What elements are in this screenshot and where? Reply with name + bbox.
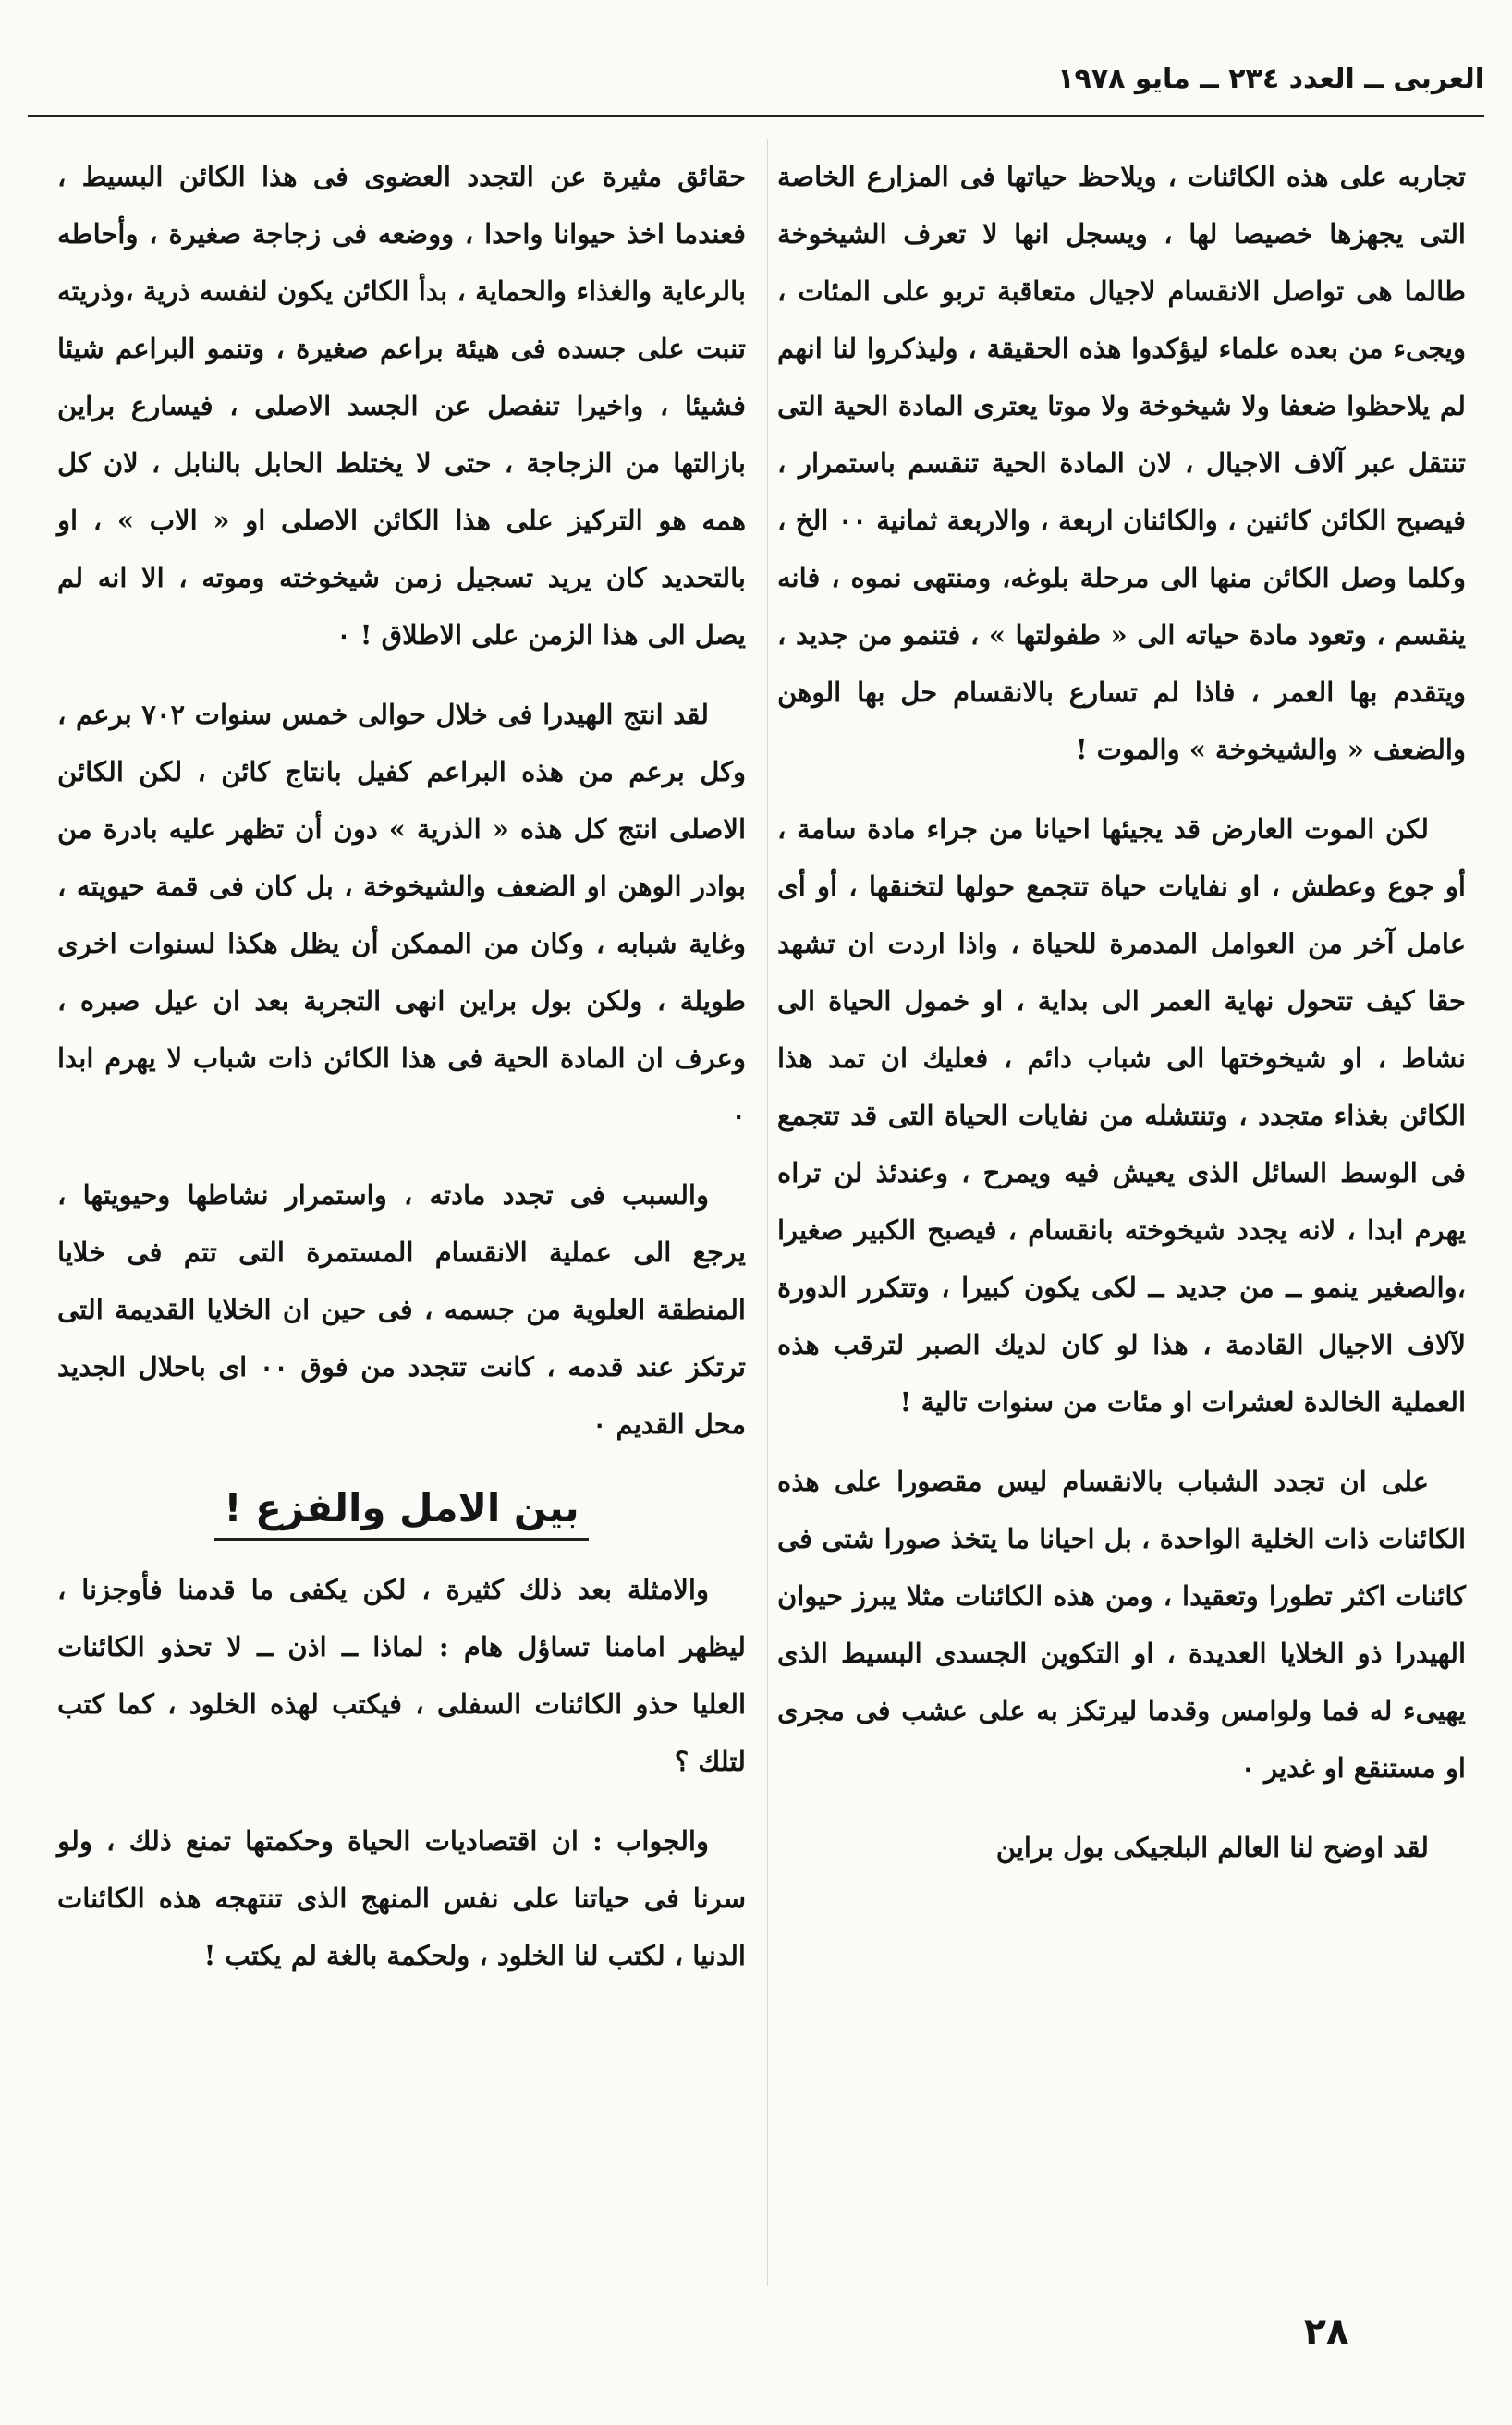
paragraph: لقد اوضح لنا العالم البلجيكى بول براين xyxy=(995,1832,1429,1863)
paragraph: على ان تجدد الشباب بالانقسام ليس مقصورا على هذه الكائنات ذات الخلية الواحدة ، بل احيانا ما يتخذ صورا شتى فى كائنات اكثر تطورا وتعقيدا ، ومن هذه الكائنات مثلا يبرز حيوان الهيدرا ذو الخلايا العديدة ، او التكوين الجسدى البسيط الذى يهيىء له فما ولوامس وقدما ليرتكز به على عشب فى مجرى او مستنقع او غدير ٠ xyxy=(777,1466,1466,1784)
page-number: ٢٨ xyxy=(1303,2310,1349,2353)
section-subheading xyxy=(57,1481,746,1541)
header-rule xyxy=(28,115,1484,117)
subheading-text: بين الامل والفزع ! xyxy=(214,1481,588,1541)
paragraph: تجاربه على هذه الكائنات ، ويلاحظ حياتها فى المزارع الخاصة التى يجهزها خصيصا لها ، ويسجل انها لا تعرف الشيخوخة طالما هى تواصل الانقسام لاجيال متعاقبة تربو على المئات ، ويجىء من بعده علماء ليؤكدوا هذه الحقيقة ، وليذكروا لنا انهم لم يلاحظوا ضعفا ولا شيخوخة ولا موتا يعترى المادة الحية التى تنتقل عبر آلاف الاجيال ، لان المادة الحية تنقسم باستمرار ، فيصبح الكائن كائنين ، والكائنان اربعة ، والاربعة ثمانية ٠٠ الخ ، وكلما وصل الكائن منها الى مرحلة بلوغه، ومنتهى نموه ، فانه ينقسم ، وتعود مادة حياته الى « طفولتها » ، فتنمو من جديد ، ويتقدم بها العمر ، فاذا لم تسارع بالانقسام حل بها الوهن والضعف « والشيخوخة » والموت ! xyxy=(777,161,1466,765)
paragraph: والامثلة بعد ذلك كثيرة ، لكن يكفى ما قدمنا فأوجزنا ، ليظهر امامنا تساؤل هام : لماذا ــ اذن ــ لا تحذو الكائنات العليا حذو الكائنات السفلى ، فيكتب لهذه الخلود ، كما كتب لتلك ؟ xyxy=(57,1574,746,1777)
paragraph: لقد انتج الهيدرا فى خلال حوالى خمس سنوات ٧٠٢ برعم ، وكل برعم من هذه البراعم كفيل بانتاج كائن ، لكن الكائن الاصلى انتج كل هذه « الذرية » دون أن تظهر عليه بادرة من بوادر الوهن او الضعف والشيخوخة ، بل كان فى قمة حيويته ، وغاية شبابه ، وكان من الممكن أن يظل هكذا لسنوات اخرى طويلة ، ولكن بول براين انهى التجربة بعد ان عيل صبره ، وعرف ان المادة الحية فى هذا الكائن ذات شباب لا يهرم ابدا ٠ xyxy=(57,699,746,1131)
left-column xyxy=(57,148,746,2006)
paragraph: لكن الموت العارض قد يجيئها احيانا من جراء مادة سامة ، أو جوع وعطش ، او نفايات حياة تتجمع حولها لتخنقها ، أو أى عامل آخر من العوامل المدمرة للحياة ، واذا اردت ان تشهد حقا كيف تتحول نهاية العمر الى بداية ، او خمول الحياة الى نشاط ، او شيخوختها الى شباب دائم ، فعليك ان تمد هذا الكائن بغذاء متجدد ، وتنتشله من نفايات الحياة التى قد تتجمع فى الوسط السائل الذى يعيش فيه ويمرح ، وعندئذ لن تراه يهرم ابدا ، لانه يجدد شيخوخته بانقسام ، فيصبح الكبير صغيرا ،والصغير ينمو ــ من جديد ــ لكى يكون كبيرا ، وتتكرر الدورة لآلاف الاجيال القادمة ، هذا لو كان لديك الصبر لترقب هذه العملية الخالدة لعشرات او مئات من سنوات تالية ! xyxy=(777,813,1466,1418)
running-head: العربى ــ العدد ٢٣٤ ــ مايو ١٩٧٨ xyxy=(1057,63,1484,95)
column-divider xyxy=(767,139,768,2286)
paragraph: والجواب : ان اقتصاديات الحياة وحكمتها تمنع ذلك ، ولو سرنا فى حياتنا على نفس المنهج الذى تنتهجه هذه الكائنات الدنيا ، لكتب لنا الخلود ، ولحكمة بالغة لم يكتب ! xyxy=(57,1825,746,1971)
paragraph: حقائق مثيرة عن التجدد العضوى فى هذا الكائن البسيط ، فعندما اخذ حيوانا واحدا ، ووضعه فى زجاجة صغيرة ، وأحاطه بالرعاية والغذاء والحماية ، بدأ الكائن يكون لنفسه ذرية ،وذريته تنبت على جسده فى هيئة براعم صغيرة ، وتنمو البراعم شيئا فشيئا ، واخيرا تنفصل عن الجسد الاصلى ، فيسارع براين بازالتها من الزجاجة ، حتى لا يختلط الحابل بالنابل ، لان كل همه هو التركيز على هذا الكائن الاصلى او « الاب » ، او بالتحديد كان يريد تسجيل زمن شيخوخته وموته ، الا انه لم يصل الى هذا الزمن على الاطلاق ! ٠ xyxy=(57,161,746,651)
paragraph: والسبب فى تجدد مادته ، واستمرار نشاطها وحيويتها ، يرجع الى عملية الانقسام المستمرة التى تتم فى خلايا المنطقة العلوية من جسمه ، فى حين ان الخلايا القديمة التى ترتكز عند قدمه ، كانت تتجدد من فوق ٠٠ اى باحلال الجديد محل القديم ٠ xyxy=(57,1179,746,1440)
right-column xyxy=(777,148,1466,1898)
